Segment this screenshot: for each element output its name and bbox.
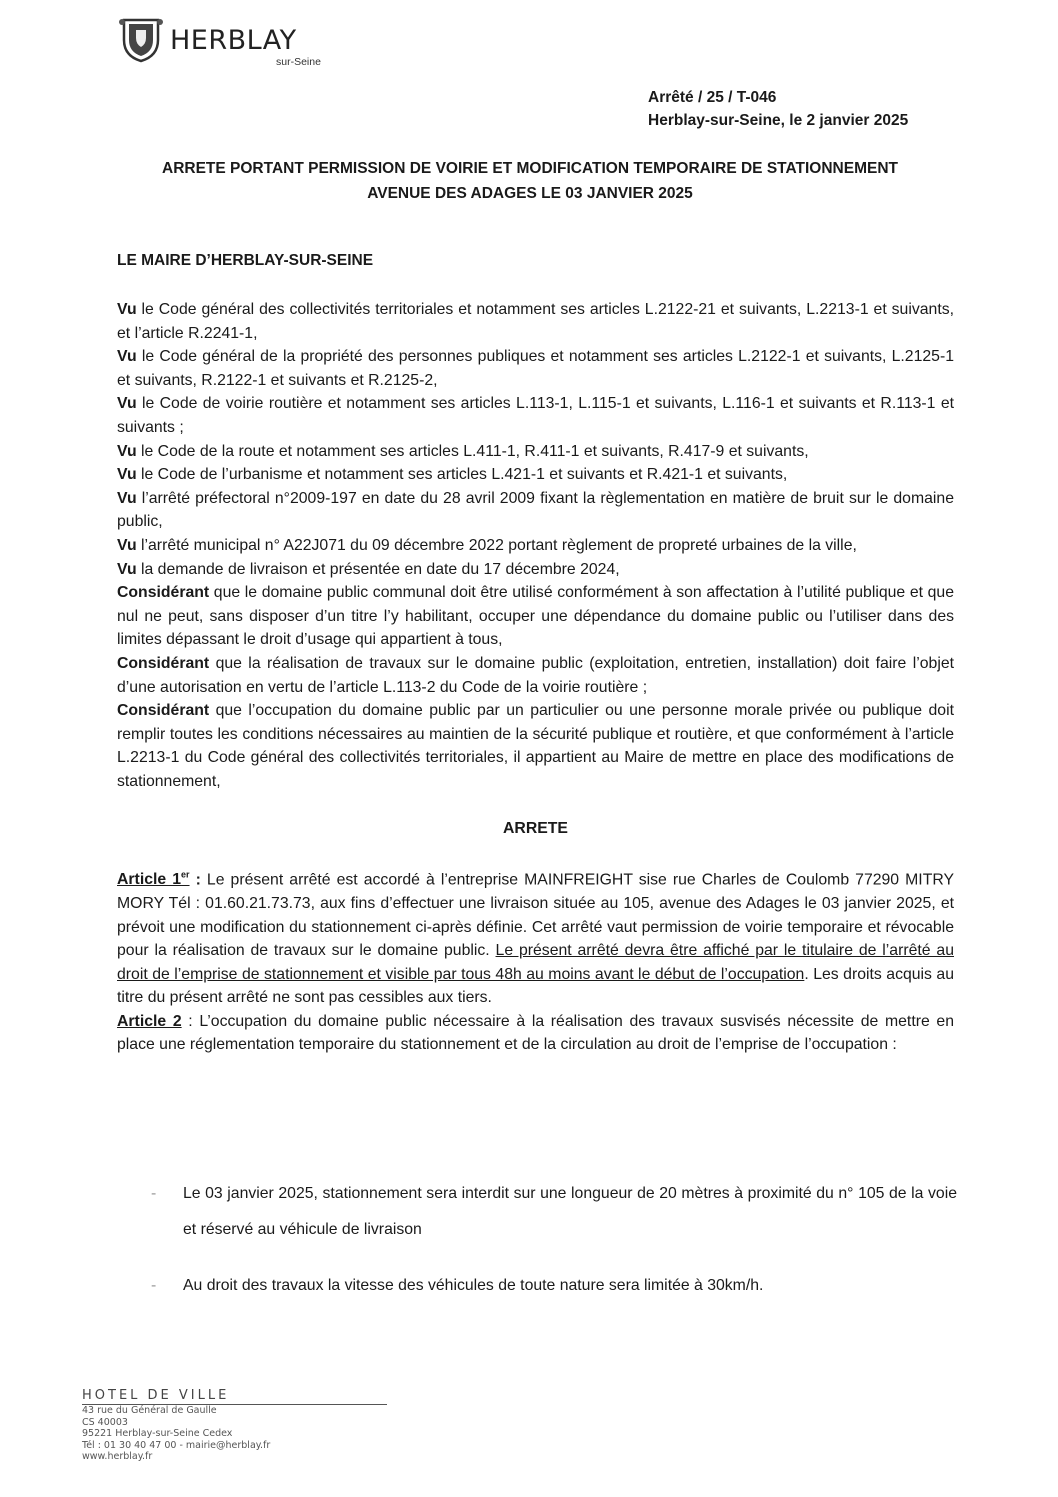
- visa-lead: Vu: [117, 536, 137, 554]
- visa-item: [117, 558, 954, 582]
- document-title: [90, 156, 970, 206]
- visa-text: que l’occupation du domaine public par un particulier ou une personne morale privée ou publique doit remplir toutes les conditions nécessaires au maintien de la sécurité publique et routière, et que conformément à l’article L.2213-1 du Code général des collectivités territoriales, il appartient au Maire de mettre en place des modifications de stationnement,: [117, 702, 954, 790]
- logo-subtitle: sur-Seine: [276, 56, 321, 68]
- measures-list: [145, 1176, 957, 1304]
- logo-wordmark: HERBLAY: [170, 25, 297, 56]
- issuer-heading: LE MAIRE D’HERBLAY-SUR-SEINE: [117, 252, 374, 269]
- visa-item: [117, 652, 954, 699]
- visa-lead: Considérant: [117, 702, 210, 720]
- visa-text: le Code de la route et notamment ses articles L.411-1, R.411-1 et suivants, R.417-9 et suivants,: [136, 442, 809, 460]
- measure-item: [145, 1268, 957, 1304]
- visa-text: que le domaine public communal doit être utilisé conformément à son affectation à l’utilité publique et que nul ne peut, sans disposer d’un titre l’y habilitant, occuper une dépendance du domaine public ou l’utiliser dans des limites dépassant le droit d’usage qui appartient à tous,: [117, 584, 954, 649]
- coat-of-arms-icon: [116, 14, 166, 64]
- article-1-colon: :: [189, 871, 201, 889]
- article-2: [117, 1010, 954, 1057]
- footer-line: Tél : 01 30 40 47 00 - mairie@herblay.fr: [82, 1439, 271, 1451]
- bullet-marker: -: [151, 1277, 157, 1294]
- visa-item: [117, 298, 954, 345]
- visa-item: [117, 581, 954, 652]
- visa-text: le Code de voirie routière et notamment ses articles L.113-1, L.115-1 et suivants, L.116-1 et suivants et R.113-1 et suivants ;: [117, 395, 954, 436]
- document-body: [117, 298, 954, 1057]
- bullet-marker: -: [151, 1185, 157, 1202]
- footer-lines: [82, 1405, 392, 1463]
- visa-item: [117, 487, 954, 534]
- visa-lead: Vu: [117, 395, 137, 413]
- visa-lead: Vu: [117, 301, 137, 318]
- footer-line: 43 rue du Général de Gaulle: [82, 1405, 217, 1416]
- visa-lead: Considérant: [117, 584, 210, 602]
- visa-lead: Vu: [117, 489, 137, 507]
- visa-text: l’arrêté municipal n° A22J071 du 09 décembre 2022 portant règlement de propreté urbaines de la ville,: [136, 536, 857, 554]
- footer-address: [82, 1388, 392, 1463]
- arrete-heading: ARRETE: [503, 820, 568, 838]
- visa-list: [117, 298, 954, 793]
- visa-lead: Vu: [117, 442, 137, 460]
- footer-line: www.herblay.fr: [82, 1451, 153, 1462]
- visa-text: la demande de livraison et présentée en date du 17 décembre 2024,: [136, 560, 620, 578]
- visa-item: [117, 440, 954, 464]
- measure-item: [145, 1176, 957, 1248]
- city-logo: [116, 14, 331, 72]
- article-2-label: Article 2: [117, 1012, 182, 1030]
- article-1: [117, 864, 954, 1010]
- reference-block: [648, 86, 908, 132]
- footer-line: CS 40003: [82, 1416, 128, 1428]
- title-line-1: ARRETE PORTANT PERMISSION DE VOIRIE ET MODIFICATION TEMPORAIRE DE STATIONNEMENT: [162, 160, 898, 177]
- visa-item: [117, 463, 954, 487]
- article-1-label: Article 1er: [117, 870, 190, 889]
- visa-lead: Vu: [117, 560, 137, 578]
- visa-lead: Considérant: [117, 654, 210, 672]
- footer-heading: HOTEL DE VILLE: [82, 1388, 387, 1405]
- visa-item: [117, 534, 954, 558]
- reference-number: Arrêté / 25 / T-046: [648, 89, 777, 106]
- article-1-text-end: . Les droits acquis au titre du présent arrêté ne sont pas cessibles aux tiers.: [117, 965, 954, 1007]
- visa-text: le Code général des collectivités territoriales et notamment ses articles L.2122-21 et suivants, L.2213-1 et suivants, et l’article R.2241-1,: [117, 301, 954, 342]
- visa-text: que la réalisation de travaux sur le domaine public (exploitation, entretien, installation) doit faire l’objet d’une autorisation en vertu de l’article L.113-2 du Code de la voirie routière ;: [117, 654, 954, 696]
- visa-lead: Vu: [117, 466, 137, 484]
- visa-item: [117, 699, 954, 793]
- visa-lead: Vu: [117, 348, 137, 366]
- measure-text: Au droit des travaux la vitesse des véhicules de toute nature sera limitée à 30km/h.: [183, 1277, 764, 1294]
- title-line-2: AVENUE DES ADAGES LE 03 JANVIER 2025: [367, 185, 693, 202]
- measure-text: Le 03 janvier 2025, stationnement sera interdit sur une longueur de 20 mètres à proximité du n° 105 de la voie et réservé au véhicule de livraison: [183, 1185, 957, 1238]
- article-2-text: : L’occupation du domaine public nécessaire à la réalisation des travaux susvisés nécessite de mettre en place une réglementation temporaire du stationnement et de la circulation au droit de l’emprise de l’occupation :: [117, 1012, 954, 1054]
- visa-text: l’arrêté préfectoral n°2009-197 en date du 28 avril 2009 fixant la règlementation en matière de bruit sur le domaine public,: [117, 489, 954, 531]
- article-1-text: Le présent arrêté est accordé à l’entreprise MAINFREIGHT sise rue Charles de Coulomb 77290 MITRY MORY Tél : 01.60.21.73.73, aux fins d’effectuer une livraison située au 105, avenue des Adages le 03 janvier 2025, et prévoit une modification du stationnement ci-après définie. Cet arrêté vaut permission de voirie temporaire et révocable pour la réalisation de travaux sur le domaine public.: [117, 871, 955, 960]
- visa-text: le Code général de la propriété des personnes publiques et notamment ses articles L.2122-1 et suivants, L.2125-1 et suivants, R.2122-1 et suivants et R.2125-2,: [117, 348, 954, 389]
- place-date: Herblay-sur-Seine, le 2 janvier 2025: [648, 112, 909, 129]
- article-1-notice: Le présent arrêté devra être affiché par le titulaire de l’arrêté au droit de l’emprise de stationnement et visible par tous 48h au moins avant le début de l’occupation: [117, 942, 954, 983]
- visa-text: le Code de l’urbanisme et notamment ses articles L.421-1 et suivants et R.421-1 et suivants,: [136, 466, 788, 484]
- visa-item: [117, 392, 954, 439]
- footer-line: 95221 Herblay-sur-Seine Cedex: [82, 1428, 233, 1439]
- visa-item: [117, 345, 954, 392]
